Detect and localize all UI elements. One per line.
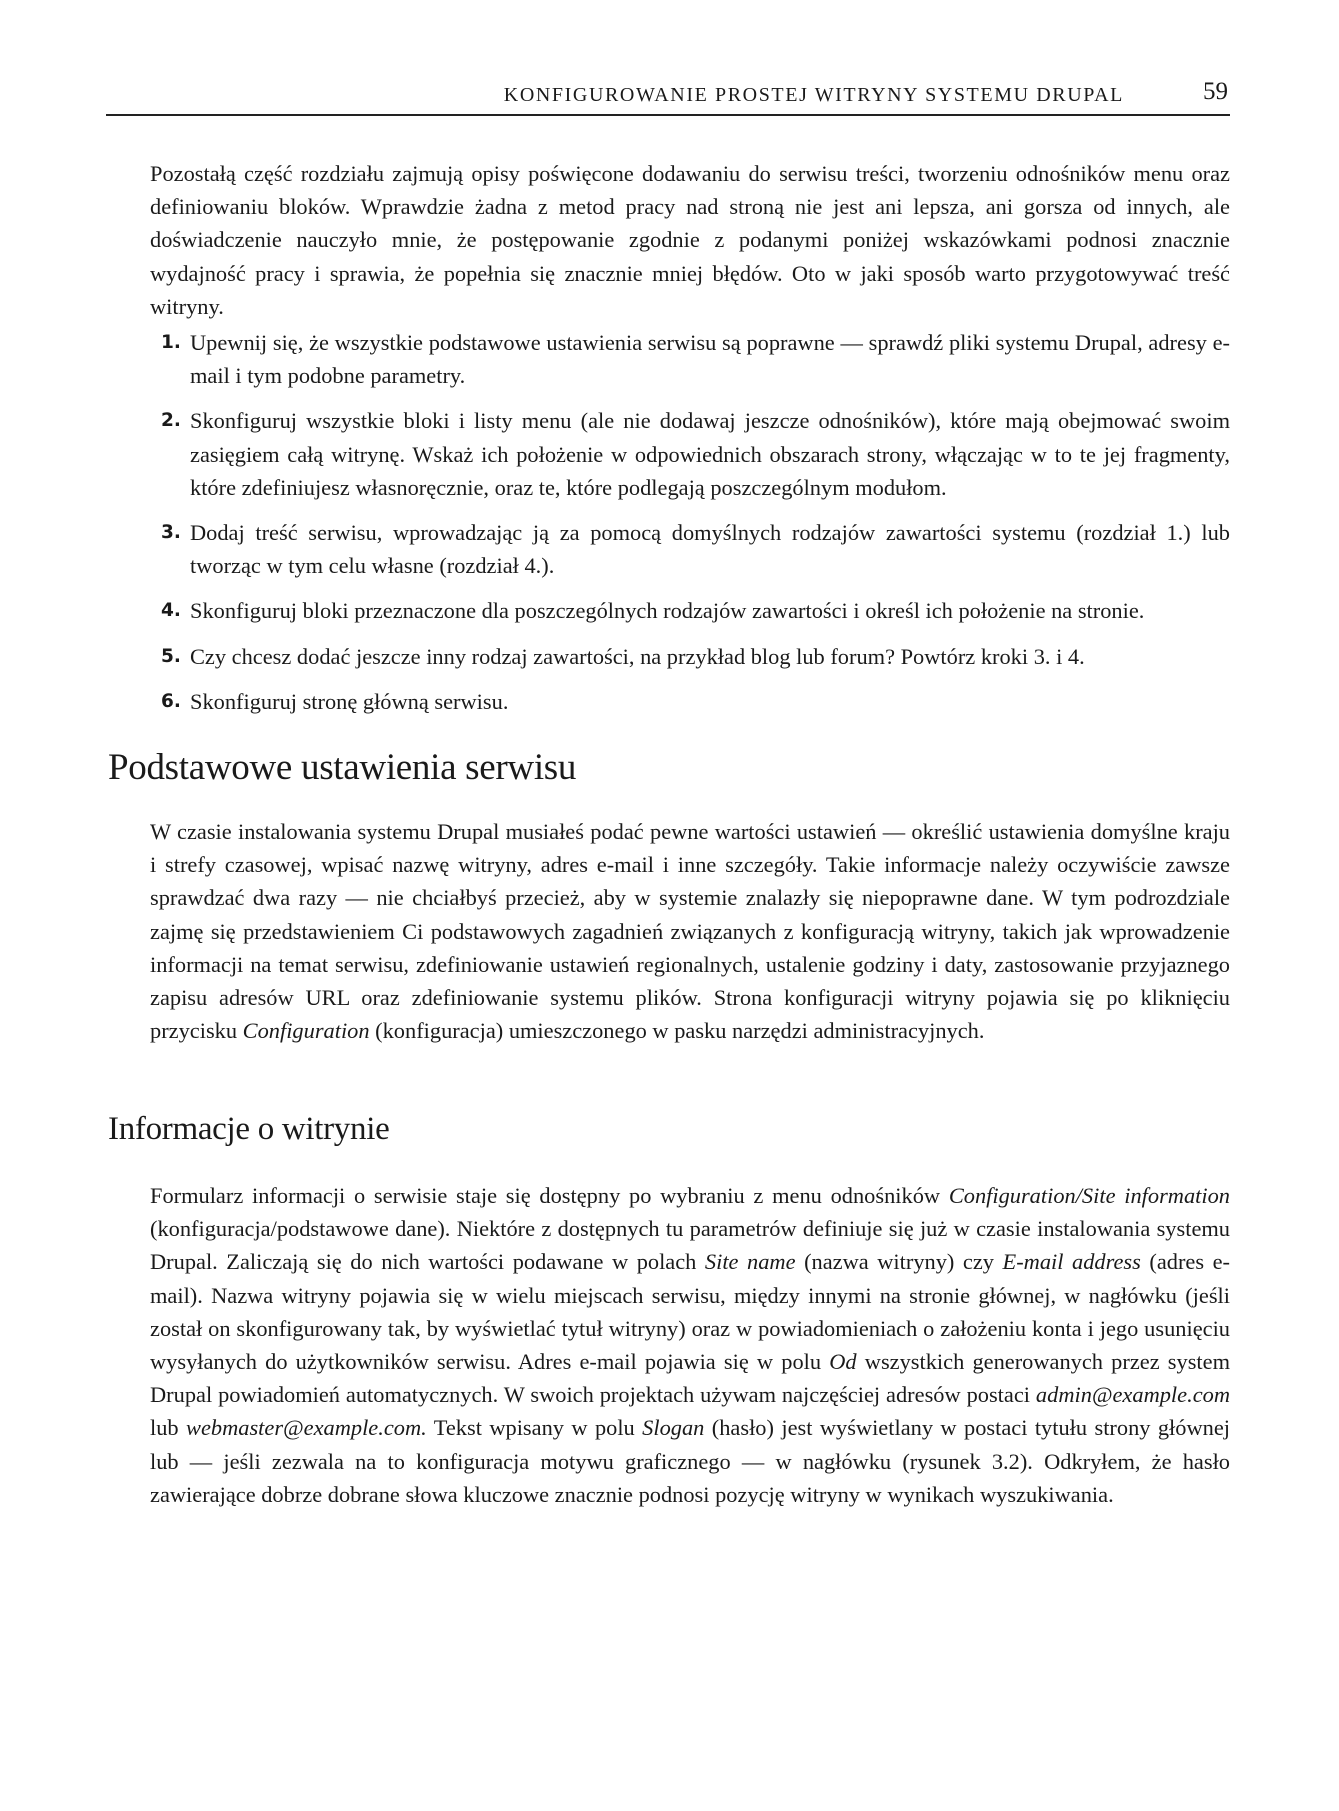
paragraph-text: (konfiguracja/podstawowe dane). Niektóre z dostępnych tu parametrów definiuje się już w czasie instalowania systemu Drupal. Zaliczają się do nich wartości podawane w polach <box>150 1216 1230 1275</box>
steps-list <box>150 326 1230 730</box>
step-number: 2. <box>161 410 181 432</box>
page-number: 59 <box>1203 78 1228 105</box>
running-title: KONFIGUROWANIE PROSTEJ WITRYNY SYSTEMU DRUPAL <box>503 84 1124 106</box>
intro-paragraph: Pozostałą część rozdziału zajmują opisy poświęcone dodawaniu do serwisu treści, tworzeniu odnośników menu oraz definiowaniu bloków. Wprawdzie żadna z metod pracy nad stroną nie jest ani lepsza, ani gorsza od innych, ale doświadczenie nauczyło mnie, że postępowanie zgodnie z podanymi poniżej wskazówkami podnosi znacznie wydajność pracy i sprawia, że popełnia się znacznie mniej błędów. Oto w jaki sposób warto przygotowywać treść witryny. <box>150 161 1230 319</box>
paragraph-text: wszystkich generowanych przez system Drupal powiadomień automatycznych. W swoich projektach używam najczęściej adresów postaci <box>150 1349 1230 1408</box>
subsection-heading: Informacje o witrynie <box>108 1111 390 1147</box>
subsection-paragraph <box>150 1179 1230 1511</box>
section-paragraph <box>150 815 1230 1047</box>
step-text: Skonfiguruj wszystkie bloki i listy menu (ale nie dodawaj jeszcze odnośników), które mają obejmować swoim zasięgiem całą witrynę. Wskaż ich położenie w odpowiednich obszarach strony, włączając w to te jej fragmenty, które zdefiniujesz własnoręcznie, oraz te, które podlegają poszczególnym modułom. <box>190 408 1230 500</box>
email-example: admin@example.com <box>1035 1382 1230 1408</box>
ui-term: Configuration/Site information <box>948 1183 1230 1208</box>
step-number: 1. <box>161 332 181 353</box>
step-text: Czy chcesz dodać jeszcze inny rodzaj zawartości, na przykład blog lub forum? Powtórz kroki 3. i 4. <box>190 643 1085 669</box>
list-item <box>150 594 1230 627</box>
step-text: Skonfiguruj bloki przeznaczone dla poszczególnych rodzajów zawartości i określ ich położenie na stronie. <box>190 598 1145 624</box>
paragraph-text: Tekst wpisany w polu <box>426 1415 643 1441</box>
paragraph-text: (adres e-mail). Nazwa witryny pojawia się w wielu miejscach serwisu, między innymi na stronie głównej, w nagłówku (jeśli został on skonfigurowany tak, by wyświetlać tytuł witryny) oraz w powiadomieniach o założeniu konta i jego usunięciu wysyłanych do użytkowników serwisu. Adres e-mail pojawia się w polu <box>150 1249 1230 1375</box>
ui-term: E-mail address <box>1002 1249 1141 1275</box>
list-item <box>150 685 1230 718</box>
running-header <box>106 78 1230 116</box>
step-number: 3. <box>161 522 181 544</box>
ui-term: Od <box>829 1349 857 1375</box>
step-text: Skonfiguruj stronę główną serwisu. <box>190 688 509 714</box>
step-text: Upewnij się, że wszystkie podstawowe ustawienia serwisu są poprawne — sprawdź pliki systemu Drupal, adresy e-mail i tym podobne parametry. <box>190 330 1230 389</box>
paragraph-text: W czasie instalowania systemu Drupal musiałeś podać pewne wartości ustawień — określić ustawienia domyślne kraju i strefy czasowej, wpisać nazwę witryny, adres e-mail i inne szczegóły. Takie informacje należy oczywiście zawsze sprawdzać dwa razy — nie chciałbyś przecież, aby w systemie znalazły się niepoprawne dane. W tym podrozdziale zajmę się przedstawieniem Ci podstawowych zagadnień związanych z konfiguracją witryny, takich jak wprowadzenie informacji na temat serwisu, zdefiniowanie ustawień regionalnych, ustalenie godziny i daty, zastosowanie przyjaznego zapisu adresów URL oraz zdefiniowanie systemu plików. Strona konfiguracji witryny pojawia się po kliknięciu przycisku <box>150 819 1230 1044</box>
ui-term: Slogan <box>642 1415 705 1441</box>
section-heading: Podstawowe ustawienia serwisu <box>108 747 577 788</box>
list-item <box>150 516 1230 582</box>
paragraph-text: lub <box>150 1415 187 1441</box>
step-number: 6. <box>161 690 181 712</box>
step-number: 4. <box>161 600 181 622</box>
step-number: 5. <box>161 645 181 667</box>
paragraph-text: (nazwa witryny) czy <box>795 1249 1003 1275</box>
step-text: Dodaj treść serwisu, wprowadzając ją za pomocą domyślnych rodzajów zawartości systemu (rozdział 1.) lub tworząc w tym celu własne (rozdział 4.). <box>190 520 1230 579</box>
list-item <box>150 640 1230 673</box>
email-example: webmaster@example.com. <box>186 1415 427 1441</box>
list-item <box>150 326 1230 392</box>
ui-term: Site name <box>704 1249 796 1275</box>
paragraph-text: (konfiguracja) umieszczonego w pasku narzędzi administracyjnych. <box>369 1018 985 1044</box>
ui-term: Configuration <box>242 1018 370 1044</box>
paragraph-text: (hasło) jest wyświetlany w postaci tytułu strony głównej lub — jeśli zezwala na to konfiguracja motywu graficznego — w nagłówku (rysunek 3.2). Odkryłem, że hasło zawierające dobrze dobrane słowa kluczowe znacznie podnosi pozycję witryny w wynikach wyszukiwania. <box>150 1415 1230 1507</box>
paragraph-text: Formularz informacji o serwisie staje się dostępny po wybraniu z menu odnośników <box>150 1183 949 1208</box>
list-item <box>150 404 1230 504</box>
